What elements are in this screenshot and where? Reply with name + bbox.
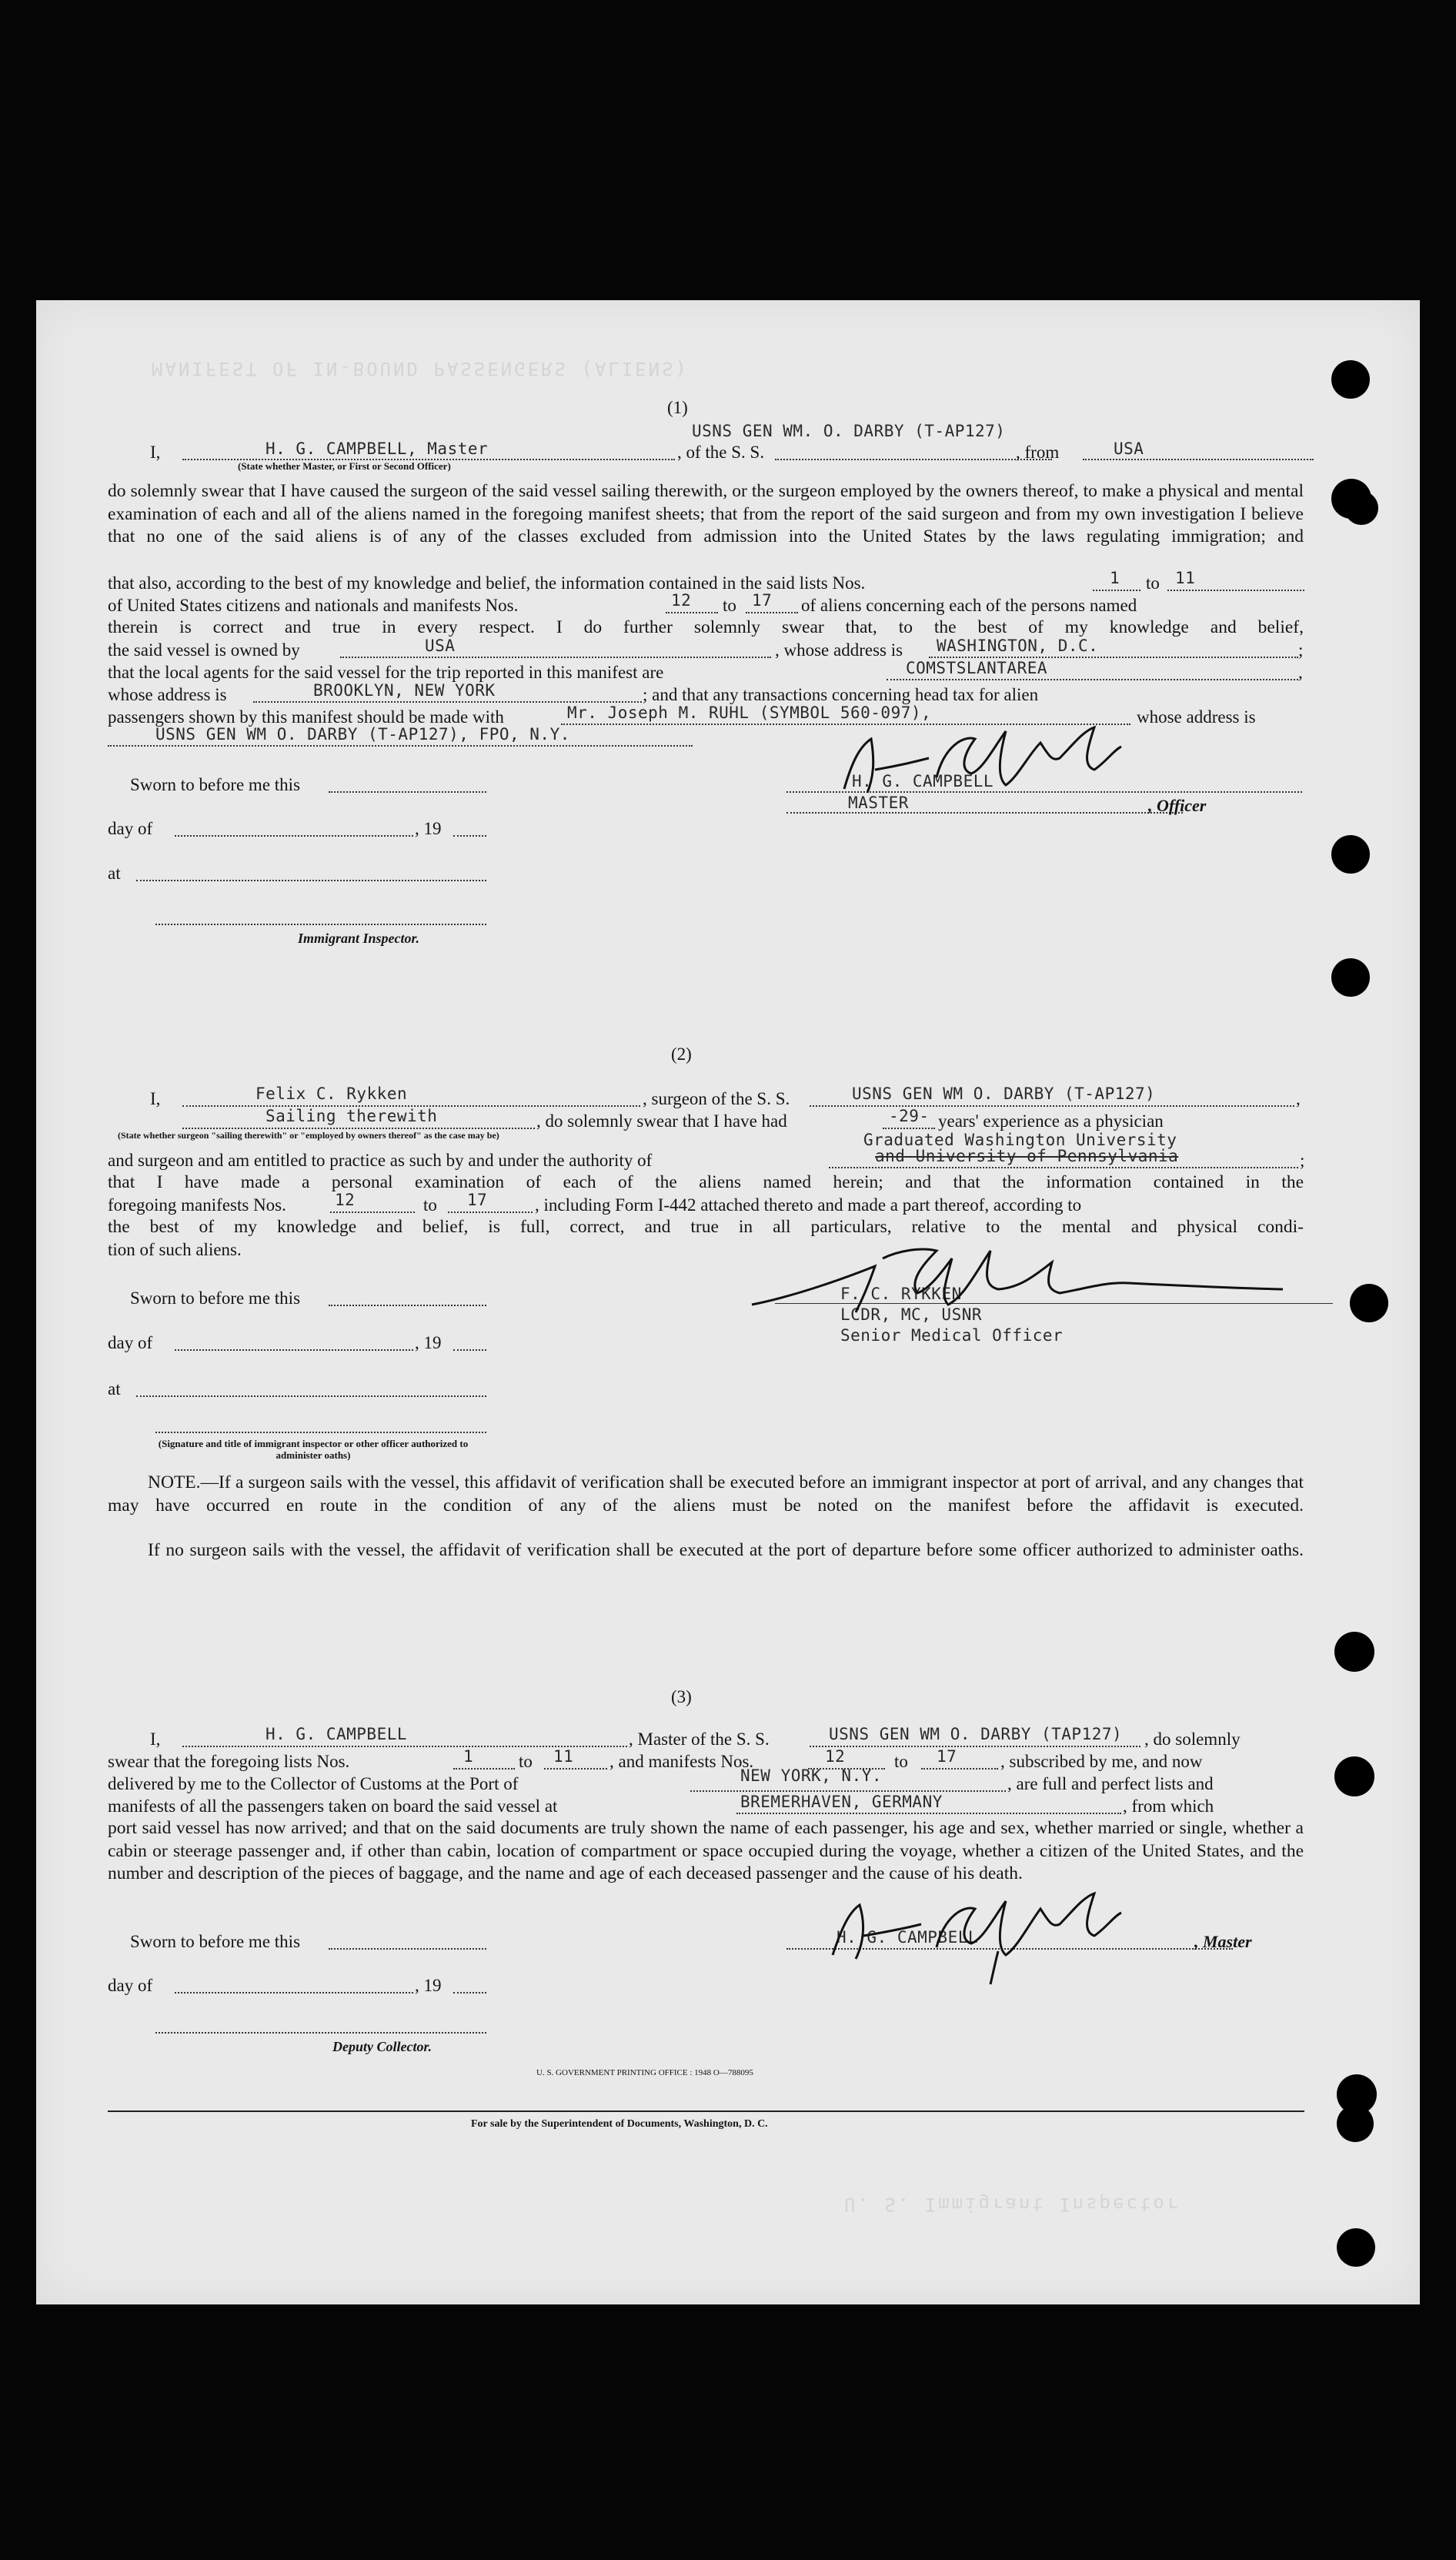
s1-to-2: to [723, 596, 736, 615]
s1-man-to: 17 [752, 591, 773, 610]
sale-notice: For sale by the Superintendent of Documents, Washington, D. C. [471, 2118, 768, 2130]
s3-year: , 19 [415, 1976, 442, 1995]
s3-collector-caption: Deputy Collector. [332, 2039, 432, 2054]
s2-man-to: 17 [467, 1191, 488, 1209]
s3-paragraph: port said vessel has now arrived; and that on the said documents are truly shown the name of each passenger, his age and sex, whether married or single, whether a cabin or steerage passenger and, if other than cabin, location of compartment or space occupied during the voyage, whether a citizen of the United States, and the number and description of the pieces of baggage, and the name and age of each deceased passenger and the cause of his death. [108, 1818, 1304, 1883]
s2-authority: and University of Pennsylvania [875, 1147, 1179, 1165]
s2-years: -29- [889, 1107, 930, 1125]
s2-sworn: Sworn to before me this [130, 1288, 301, 1308]
s1-comma: , [1298, 663, 1303, 682]
s1-vessel-line [775, 459, 1052, 460]
s2-signer: F. C. RYKKEN [840, 1285, 962, 1303]
s3-signature [821, 1870, 1175, 1986]
punch-hole [1337, 2228, 1375, 2267]
s2-l6: the best of my knowledge and belief, is full, correct, and true in all particulars, relative to the mental and physical condi- [108, 1217, 1304, 1237]
s1-l8b: , whose address is [775, 640, 903, 660]
s1-paragraph: do solemnly swear that I have caused the surgeon of the said vessel sailing therewith, or the surgeon employed by the owners thereof, to make a physical and mental examination of each and all of the aliens named in the foregoing manifest sheets; that from the report of the said surgeon and from my own investigation I believe that no one of the said aliens is of any of the classes excluded from admission into the United States by the laws regulating immigration; and [108, 481, 1304, 546]
s2-semi: ; [1300, 1151, 1305, 1170]
s2-l7: tion of such aliens. [108, 1240, 242, 1259]
s2-man-from: 12 [335, 1191, 356, 1209]
manifest-page [36, 300, 1420, 2304]
s3-sworn: Sworn to before me this [130, 1932, 301, 1951]
punch-hole [1334, 1756, 1374, 1796]
s1-l7: therein is correct and true in every respect. I do further solemnly swear that, to the best of my knowledge and belief, [108, 617, 1304, 637]
s1-l6a: of United States citizens and nationals and manifests Nos. [108, 596, 519, 615]
s3-master: , Master [1194, 1932, 1252, 1951]
s1-year: , 19 [415, 819, 442, 838]
punch-hole [1331, 958, 1370, 997]
s1-owner: USA [425, 637, 456, 655]
s3-l4a: manifests of all the passengers taken on board the said vessel at [108, 1796, 558, 1816]
s3-signer: H. G. CAMPBELL [837, 1928, 979, 1947]
s1-l6b: of aliens concerning each of the persons named [801, 596, 1137, 615]
s2-caption: (State whether surgeon "sailing therewith" or "employed by owners thereof" as the case may be) [118, 1130, 499, 1141]
s3-port: NEW YORK, N.Y. [740, 1766, 883, 1785]
s3-lists-to: 11 [553, 1747, 574, 1766]
s3-i: I, [150, 1730, 161, 1749]
s2-comma: , [1296, 1089, 1301, 1108]
section-1-number: (1) [667, 398, 688, 417]
s1-semi: ; [1298, 640, 1304, 660]
s1-l10a: whose address is [108, 685, 227, 704]
s2-oath-caption: (Signature and title of immigrant inspector or other officer authorized to administer oaths) [158, 1438, 469, 1461]
s1-day: day of [108, 819, 153, 838]
s1-l8a: the said vessel is owned by [108, 640, 300, 660]
s1-officer: , Officer [1148, 796, 1207, 815]
s3-lists-from: 1 [463, 1747, 474, 1766]
punch-hole [1337, 2105, 1374, 2142]
s1-agent-address: BROOKLYN, NEW YORK [313, 681, 496, 700]
punch-hole [1331, 835, 1370, 874]
s1-lists-from: 1 [1110, 569, 1120, 587]
s3-l2a: swear that the foregoing lists Nos. [108, 1752, 350, 1771]
s2-l5b: , including Form I-442 attached thereto and made a part thereof, according to [535, 1195, 1082, 1215]
s1-agents: COMSTSLANTAREA [906, 659, 1048, 677]
s3-man-to: 17 [937, 1747, 957, 1766]
s1-from-value: USA [1114, 439, 1144, 458]
s2-l5a: foregoing manifests Nos. [108, 1195, 286, 1215]
s2-swear: , do solemnly swear that I have had [536, 1111, 787, 1131]
s2-rank: LCDR, MC, USNR [840, 1305, 983, 1324]
s2-l3a: and surgeon and am entitled to practice as such by and under the authority of [108, 1151, 653, 1170]
s1-lists-to: 11 [1175, 569, 1196, 587]
s2-at: at [108, 1379, 121, 1399]
s2-to: to [423, 1195, 437, 1215]
note-paragraph-2: If no surgeon sails with the vessel, the affidavit of verification shall be executed at the port of departure before some officer authorized to administer oaths. [148, 1540, 1304, 1560]
s3-l3a: delivered by me to the Collector of Customs at the Port of [108, 1774, 519, 1793]
s1-caption: (State whether Master, or First or Second Officer) [238, 460, 451, 472]
s2-surgeon-name: Felix C. Rykken [255, 1084, 408, 1103]
s3-l4b: , from which [1123, 1796, 1214, 1816]
s1-master-name: H. G. CAMPBELL, Master [265, 439, 489, 458]
s1-l10b: ; and that any transactions concerning head tax for alien [643, 685, 1039, 704]
s1-at: at [108, 864, 121, 883]
s1-man-from: 12 [671, 591, 692, 610]
s1-l9a: that the local agents for the said vessel for the trip reported in this manifest are [108, 663, 664, 682]
note-paragraph [108, 1472, 1304, 1517]
note-label: NOTE. [148, 1472, 201, 1492]
s1-l5a: that also, according to the best of my knowledge and belief, the information contained in the said lists Nos. [108, 573, 866, 593]
s3-do-sol: , do solemnly [1144, 1730, 1241, 1749]
s3-to: to [519, 1752, 533, 1771]
s1-title: MASTER [848, 794, 909, 812]
s2-signature [744, 1228, 1298, 1320]
bleed-through-footer: U. S. Immigrant Inspector [844, 2194, 1180, 2215]
s2-position: Senior Medical Officer [840, 1326, 1064, 1345]
s1-owner-address: WASHINGTON, D.C. [937, 637, 1099, 655]
s1-signer: H. G. CAMPBELL [852, 772, 994, 790]
s3-master-name: H. G. CAMPBELL [265, 1725, 408, 1743]
gpo-imprint: U. S. GOVERNMENT PRINTING OFFICE : 1948 O—788095 [536, 2068, 753, 2077]
s2-vessel: USNS GEN WM O. DARBY (T-AP127) [852, 1084, 1156, 1103]
s3-departure-port: BREMERHAVEN, GERMANY [740, 1793, 943, 1811]
s3-to-2: to [894, 1752, 908, 1771]
s3-vessel: USNS GEN WM O. DARBY (TAP127) [829, 1725, 1123, 1743]
footer-rule [108, 2110, 1304, 2112]
section-3-number: (3) [671, 1687, 692, 1706]
s1-l11a: passengers shown by this manifest should be made with [108, 707, 504, 727]
s1-from: , from [1016, 443, 1060, 462]
s2-day: day of [108, 1333, 153, 1352]
s3-l2b: , and manifests Nos. [609, 1752, 754, 1771]
s2-sailing: Sailing therewith [265, 1107, 438, 1125]
s1-sworn: Sworn to before me this [130, 775, 301, 794]
punch-hole [1334, 1632, 1374, 1672]
s2-years-b: years' experience as a physician [938, 1111, 1164, 1131]
s3-master-of: , Master of the S. S. [629, 1730, 770, 1749]
s1-to: to [1146, 573, 1160, 593]
s2-l4: that I have made a personal examination of each of the aliens named herein; and that the information contained in the [108, 1172, 1304, 1192]
s2-surgeon-of: , surgeon of the S. S. [643, 1089, 790, 1108]
s3-l2c: , subscribed by me, and now [1000, 1752, 1203, 1771]
s1-from-line [1083, 459, 1314, 460]
s3-l3b: , are full and perfect lists and [1007, 1774, 1214, 1793]
s1-of-ss: , of the S. S. [677, 443, 765, 462]
s1-tax-agent: Mr. Joseph M. RUHL (SYMBOL 560-097), [567, 703, 932, 722]
bleed-through-header: MANIFEST OF IN-BOUND PASSENGERS (ALIENS) [152, 358, 689, 379]
punch-hole [1350, 1284, 1388, 1322]
s1-tax-address: USNS GEN WM O. DARBY (T-AP127), FPO, N.Y. [155, 725, 570, 744]
note-text: —If a surgeon sails with the vessel, this affidavit of verification shall be executed before an immigrant inspector at port of arrival, and any changes that may have occurred en route in the condition of any of the aliens must be noted on the manifest before the affidavit is executed. [108, 1472, 1304, 1516]
s2-graduated: Graduated Washington University [863, 1131, 1177, 1149]
section-2-number: (2) [671, 1044, 692, 1064]
s1-i: I, [150, 443, 161, 462]
s3-man-from: 12 [825, 1747, 846, 1766]
s2-i: I, [150, 1089, 161, 1108]
s1-l11b: whose address is [1137, 707, 1256, 727]
s3-day: day of [108, 1976, 153, 1995]
s1-inspector-caption: Immigrant Inspector. [298, 931, 420, 946]
punch-hole [1344, 491, 1378, 525]
punch-hole [1331, 360, 1370, 399]
s2-year: , 19 [415, 1333, 442, 1352]
s1-vessel: USNS GEN WM. O. DARBY (T-AP127) [692, 422, 1006, 440]
